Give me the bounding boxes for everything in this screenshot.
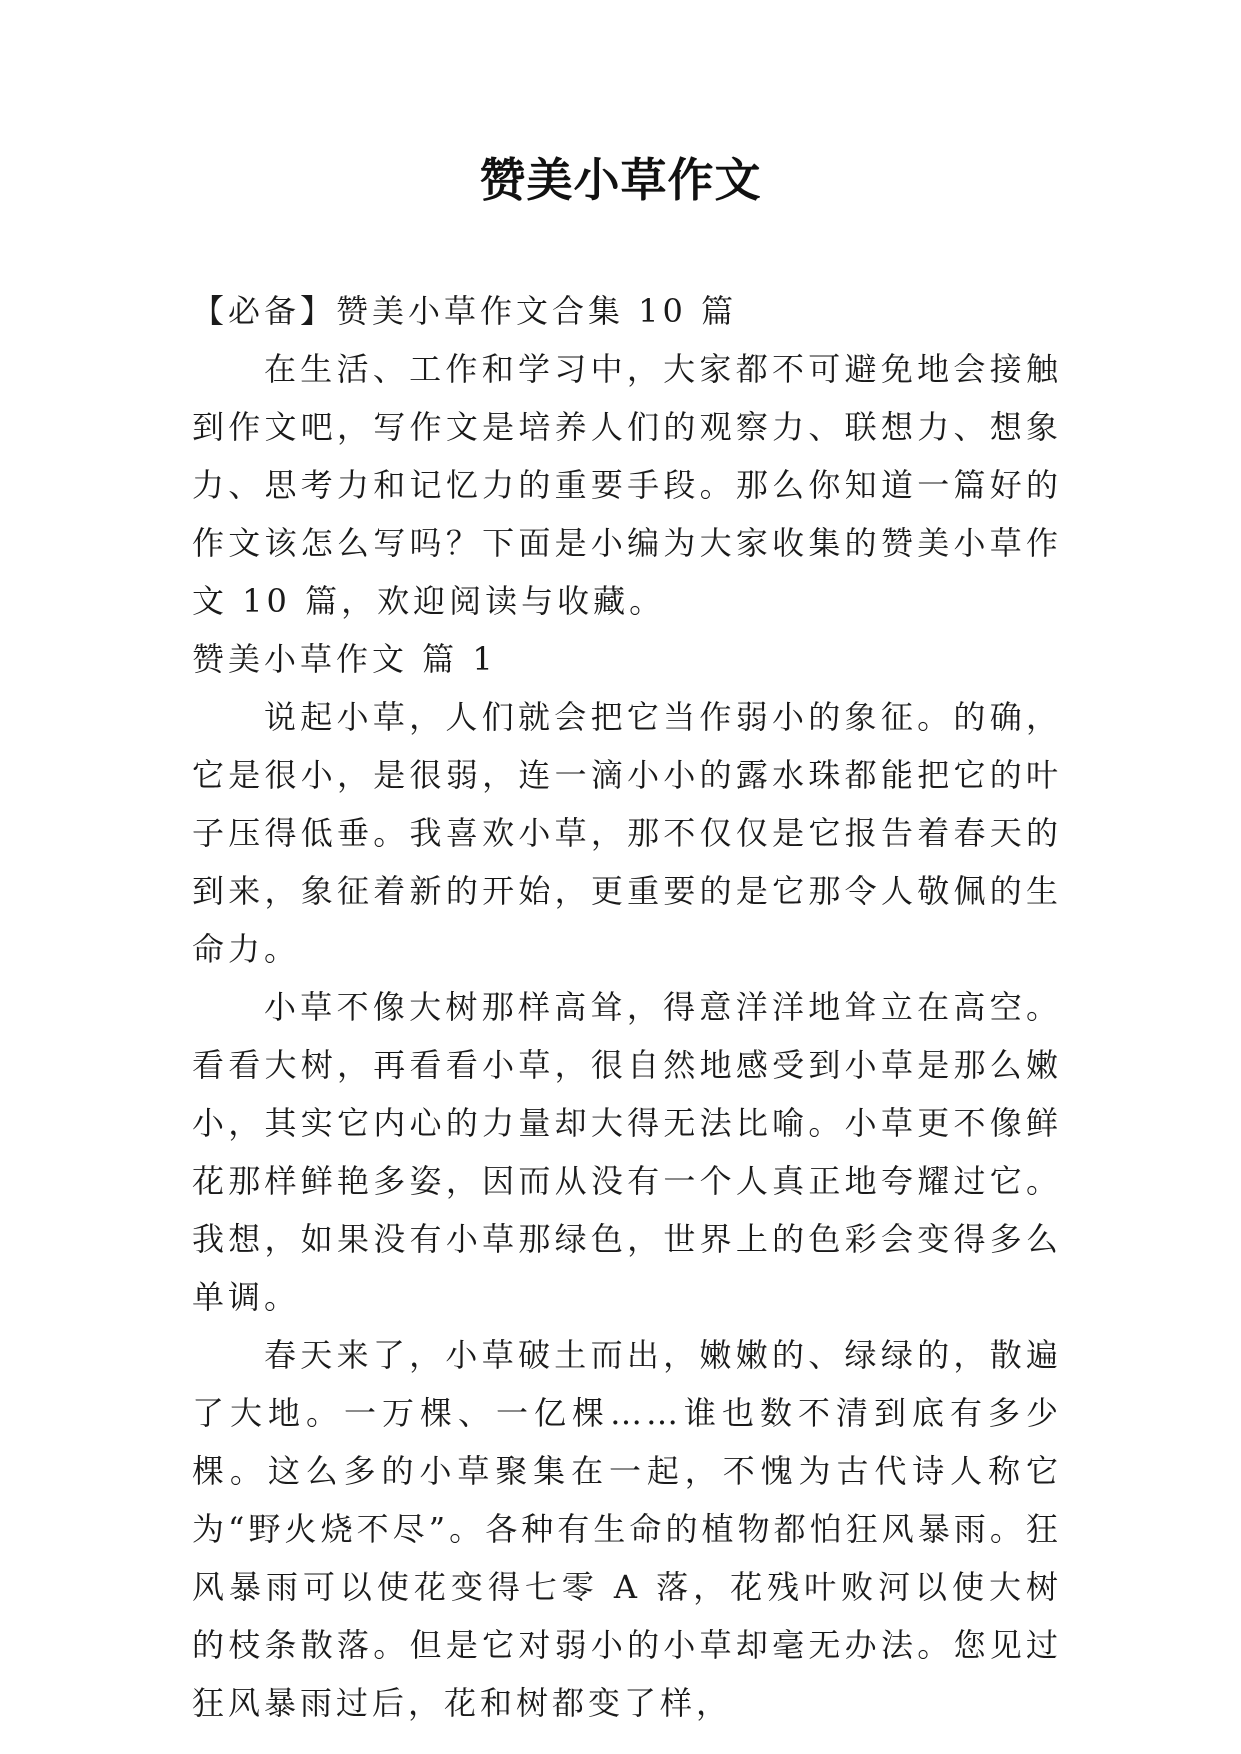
intro-paragraph: 在生活、工作和学习中，大家都不可避免地会接触到作文吧，写作文是培养人们的观察力、联想力、想象力、思考力和记忆力的重要手段。那么你知道一篇好的作文该怎么写吗？下面是小编为大家收集的赞美小草作文 10 篇，欢迎阅读与收藏。 — [192, 350, 1062, 620]
body-paragraph-2: 小草不像大树那样高耸，得意洋洋地耸立在高空。看看大树，再看看小草，很自然地感受到小草是那么嫩小，其实它内心的力量却大得无法比喻。小草更不像鲜花那样鲜艳多姿，因而从没有一个人真正地夸耀过它。我想，如果没有小草那绿色，世界上的色彩会变得多么单调。 — [192, 988, 1062, 1316]
body-paragraph-1: 说起小草，人们就会把它当作弱小的象征。的确，它是很小，是很弱，连一滴小小的露水珠都能把它的叶子压得低垂。我喜欢小草，那不仅仅是它报告着春天的到来，象征着新的开始，更重要的是它那令人敬佩的生命力。 — [192, 698, 1062, 968]
document-body — [192, 282, 1062, 1732]
section-heading: 赞美小草作文 篇 1 — [192, 640, 497, 678]
document-title: 赞美小草作文 — [479, 153, 762, 207]
collection-heading: 【必备】赞美小草作文合集 10 篇 — [192, 292, 738, 330]
body-paragraph-3: 春天来了，小草破土而出，嫩嫩的、绿绿的，散遍了大地。一万棵、一亿棵……谁也数不清到底有多少棵。这么多的小草聚集在一起，不愧为古代诗人称它为“野火烧不尽”。各种有生命的植物都怕狂风暴雨。狂风暴雨可以使花变得七零 A 落，花残叶败河以使大树的枝条散落。但是它对弱小的小草却毫无办法。您见过狂风暴雨过后，花和树都变了样， — [192, 1336, 1062, 1722]
